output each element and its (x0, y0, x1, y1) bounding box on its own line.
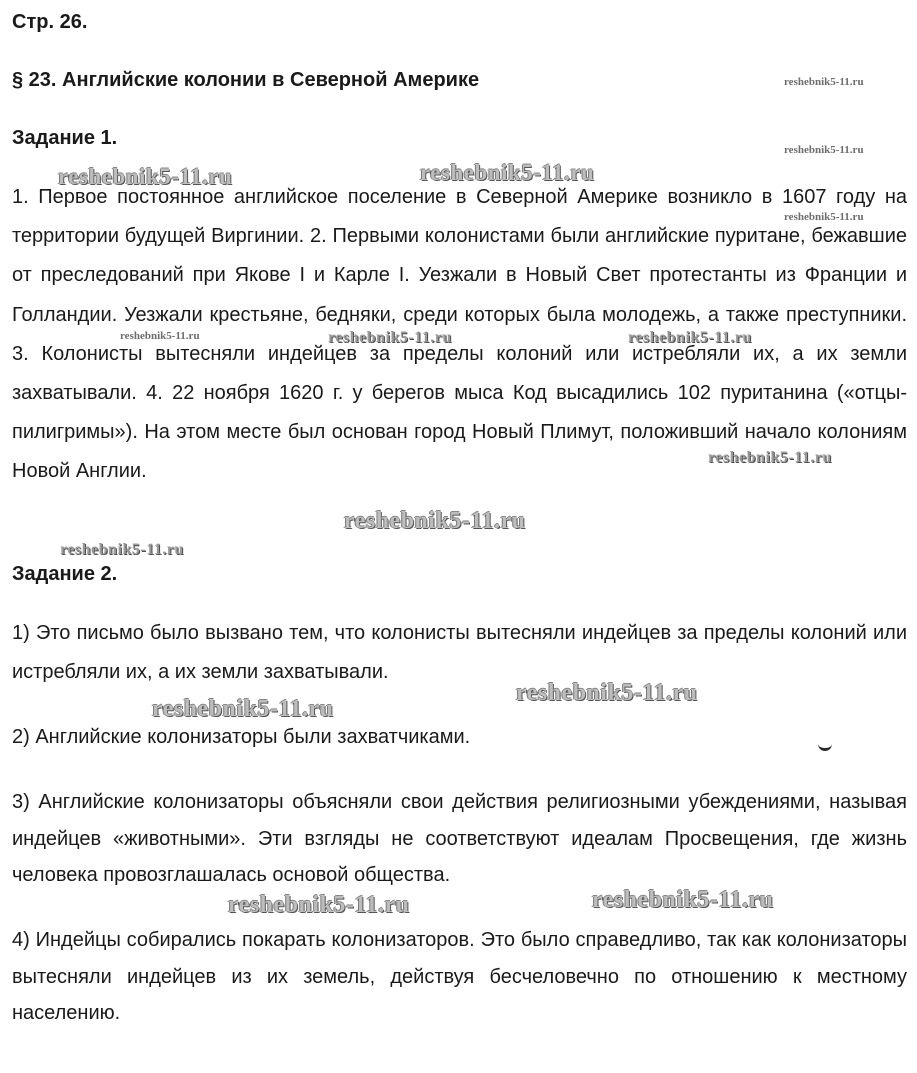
task2-answer-3: 3) Английские колонизаторы объясняли свои действия религиозными убеждениями, называя индейцев «животными». Эти взгляды не соответствуют идеалам Просвещения, где жизнь человека провозглашалась основой общества. (12, 791, 907, 886)
watermark: reshebnik5-11.ru (784, 76, 864, 88)
watermark: reshebnik5-11.ru (516, 680, 698, 706)
page-label: Стр. 26. (12, 11, 88, 33)
watermark: reshebnik5-11.ru (708, 449, 832, 466)
task2-answer-2: 2) Английские колонизаторы были захватчиками. (12, 726, 471, 748)
watermark: reshebnik5-11.ru (628, 329, 752, 346)
task2-heading: Задание 2. (12, 563, 118, 585)
watermark: reshebnik5-11.ru (60, 541, 184, 558)
watermark: reshebnik5-11.ru (344, 508, 526, 534)
watermark: reshebnik5-11.ru (228, 892, 410, 918)
watermark: reshebnik5-11.ru (592, 887, 774, 913)
task1-answer: 1. Первое постоянное английское поселение в Северной Америке возникло в 1607 году на территории будущей Виргинии. 2. Первыми колонистами были английские пуритане, бежавшие от преследований при Якове I и Карле I. Уезжали в Новый Свет протестанты из Франции и Голландии. Уезжали крестьяне, бедняки, среди которых была молодежь, а также преступники. 3. Колонисты вытесняли индейцев за пределы колоний или истребляли их, а их земли захватывали. 4. 22 ноября 1620 г. у берегов мыса Код высадились 102 пуританина («отцы-пилигримы»). На этом месте был основан город Новый Плимут, положивший начало колониям Новой Англии. (12, 186, 907, 483)
task2-answer-1: 1) Это письмо было вызвано тем, что колонисты вытесняли индейцев за пределы колоний или истребляли их, а их земли захватывали. (12, 622, 907, 683)
watermark: reshebnik5-11.ru (784, 211, 864, 223)
task1-heading: Задание 1. (12, 127, 118, 149)
section-title: § 23. Английские колонии в Северной Америке (12, 69, 480, 91)
watermark: reshebnik5-11.ru (58, 164, 233, 189)
watermark: reshebnik5-11.ru (784, 144, 864, 156)
task2-answer-4: 4) Индейцы собирались покарать колонизаторов. Это было справедливо, так как колонизаторы вытесняли индейцев из их земель, действуя бесчеловечно по отношению к местному населению. (12, 929, 907, 1024)
watermark: reshebnik5-11.ru (420, 160, 595, 185)
watermark: reshebnik5-11.ru (120, 330, 200, 342)
watermark: reshebnik5-11.ru (152, 696, 334, 722)
watermark: reshebnik5-11.ru (328, 329, 452, 346)
